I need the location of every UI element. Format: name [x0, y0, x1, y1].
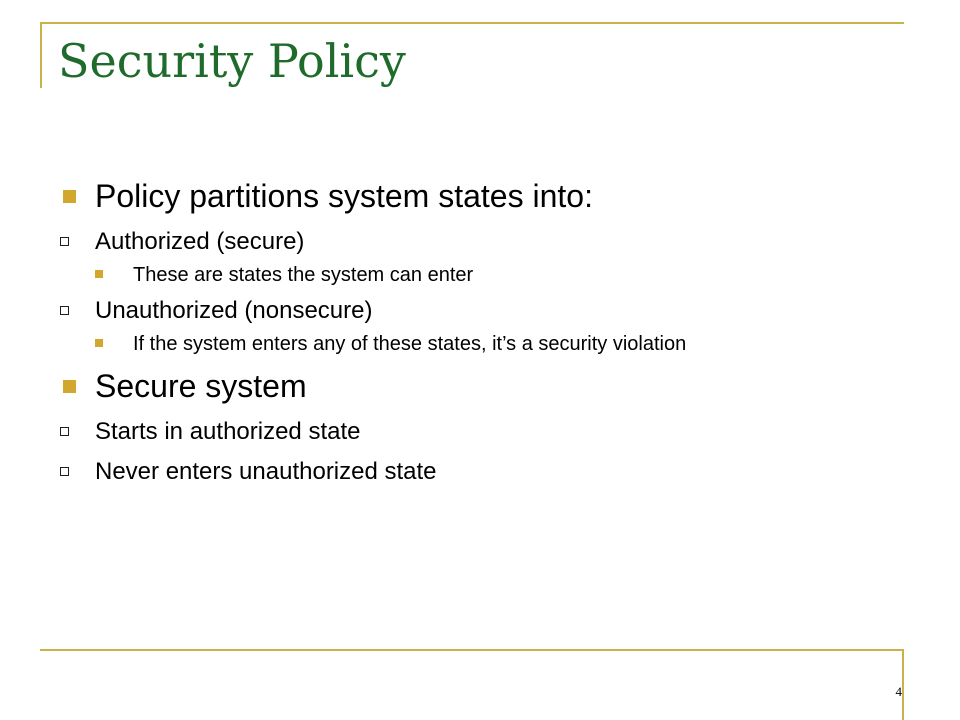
sub-bullet-unauthorized: [60, 293, 880, 329]
slide-title: Security Policy: [58, 34, 406, 88]
hollow-square-bullet-icon: [60, 237, 69, 246]
small-square-bullet-icon: [95, 270, 103, 278]
frame-bottom-rule: [40, 649, 904, 651]
bullet-text: Policy partitions system states into:: [95, 178, 593, 214]
frame-left-rule: [40, 22, 42, 88]
detail-bullet-authorized: [95, 263, 833, 287]
hollow-square-bullet-icon: [60, 467, 69, 476]
sub-bullet-text: Never enters unauthorized state: [95, 458, 437, 485]
bullet-secure-system: [60, 362, 880, 410]
sub-bullet-authorized: [60, 224, 880, 260]
slide-body: [60, 172, 880, 490]
sub-bullet-text: Authorized (secure): [95, 228, 305, 255]
sub-bullet-never-enters: [60, 454, 880, 490]
bullet-policy-partitions: [60, 172, 880, 220]
frame-right-rule: [902, 649, 904, 720]
detail-bullet-text: If the system enters any of these states, it’s a security violation: [133, 333, 687, 355]
sub-bullet-text: Unauthorized (nonsecure): [95, 297, 373, 324]
sub-bullet-text: Starts in authorized state: [95, 418, 361, 445]
detail-bullet-unauthorized: [95, 332, 833, 356]
square-bullet-icon: [63, 190, 76, 203]
page-number: 4: [895, 684, 902, 699]
small-square-bullet-icon: [95, 339, 103, 347]
detail-bullet-text: These are states the system can enter: [133, 264, 474, 286]
square-bullet-icon: [63, 380, 76, 393]
frame-top-rule: [40, 22, 904, 24]
sub-bullet-starts-authorized: [60, 414, 880, 450]
hollow-square-bullet-icon: [60, 427, 69, 436]
hollow-square-bullet-icon: [60, 306, 69, 315]
bullet-text: Secure system: [95, 368, 307, 404]
